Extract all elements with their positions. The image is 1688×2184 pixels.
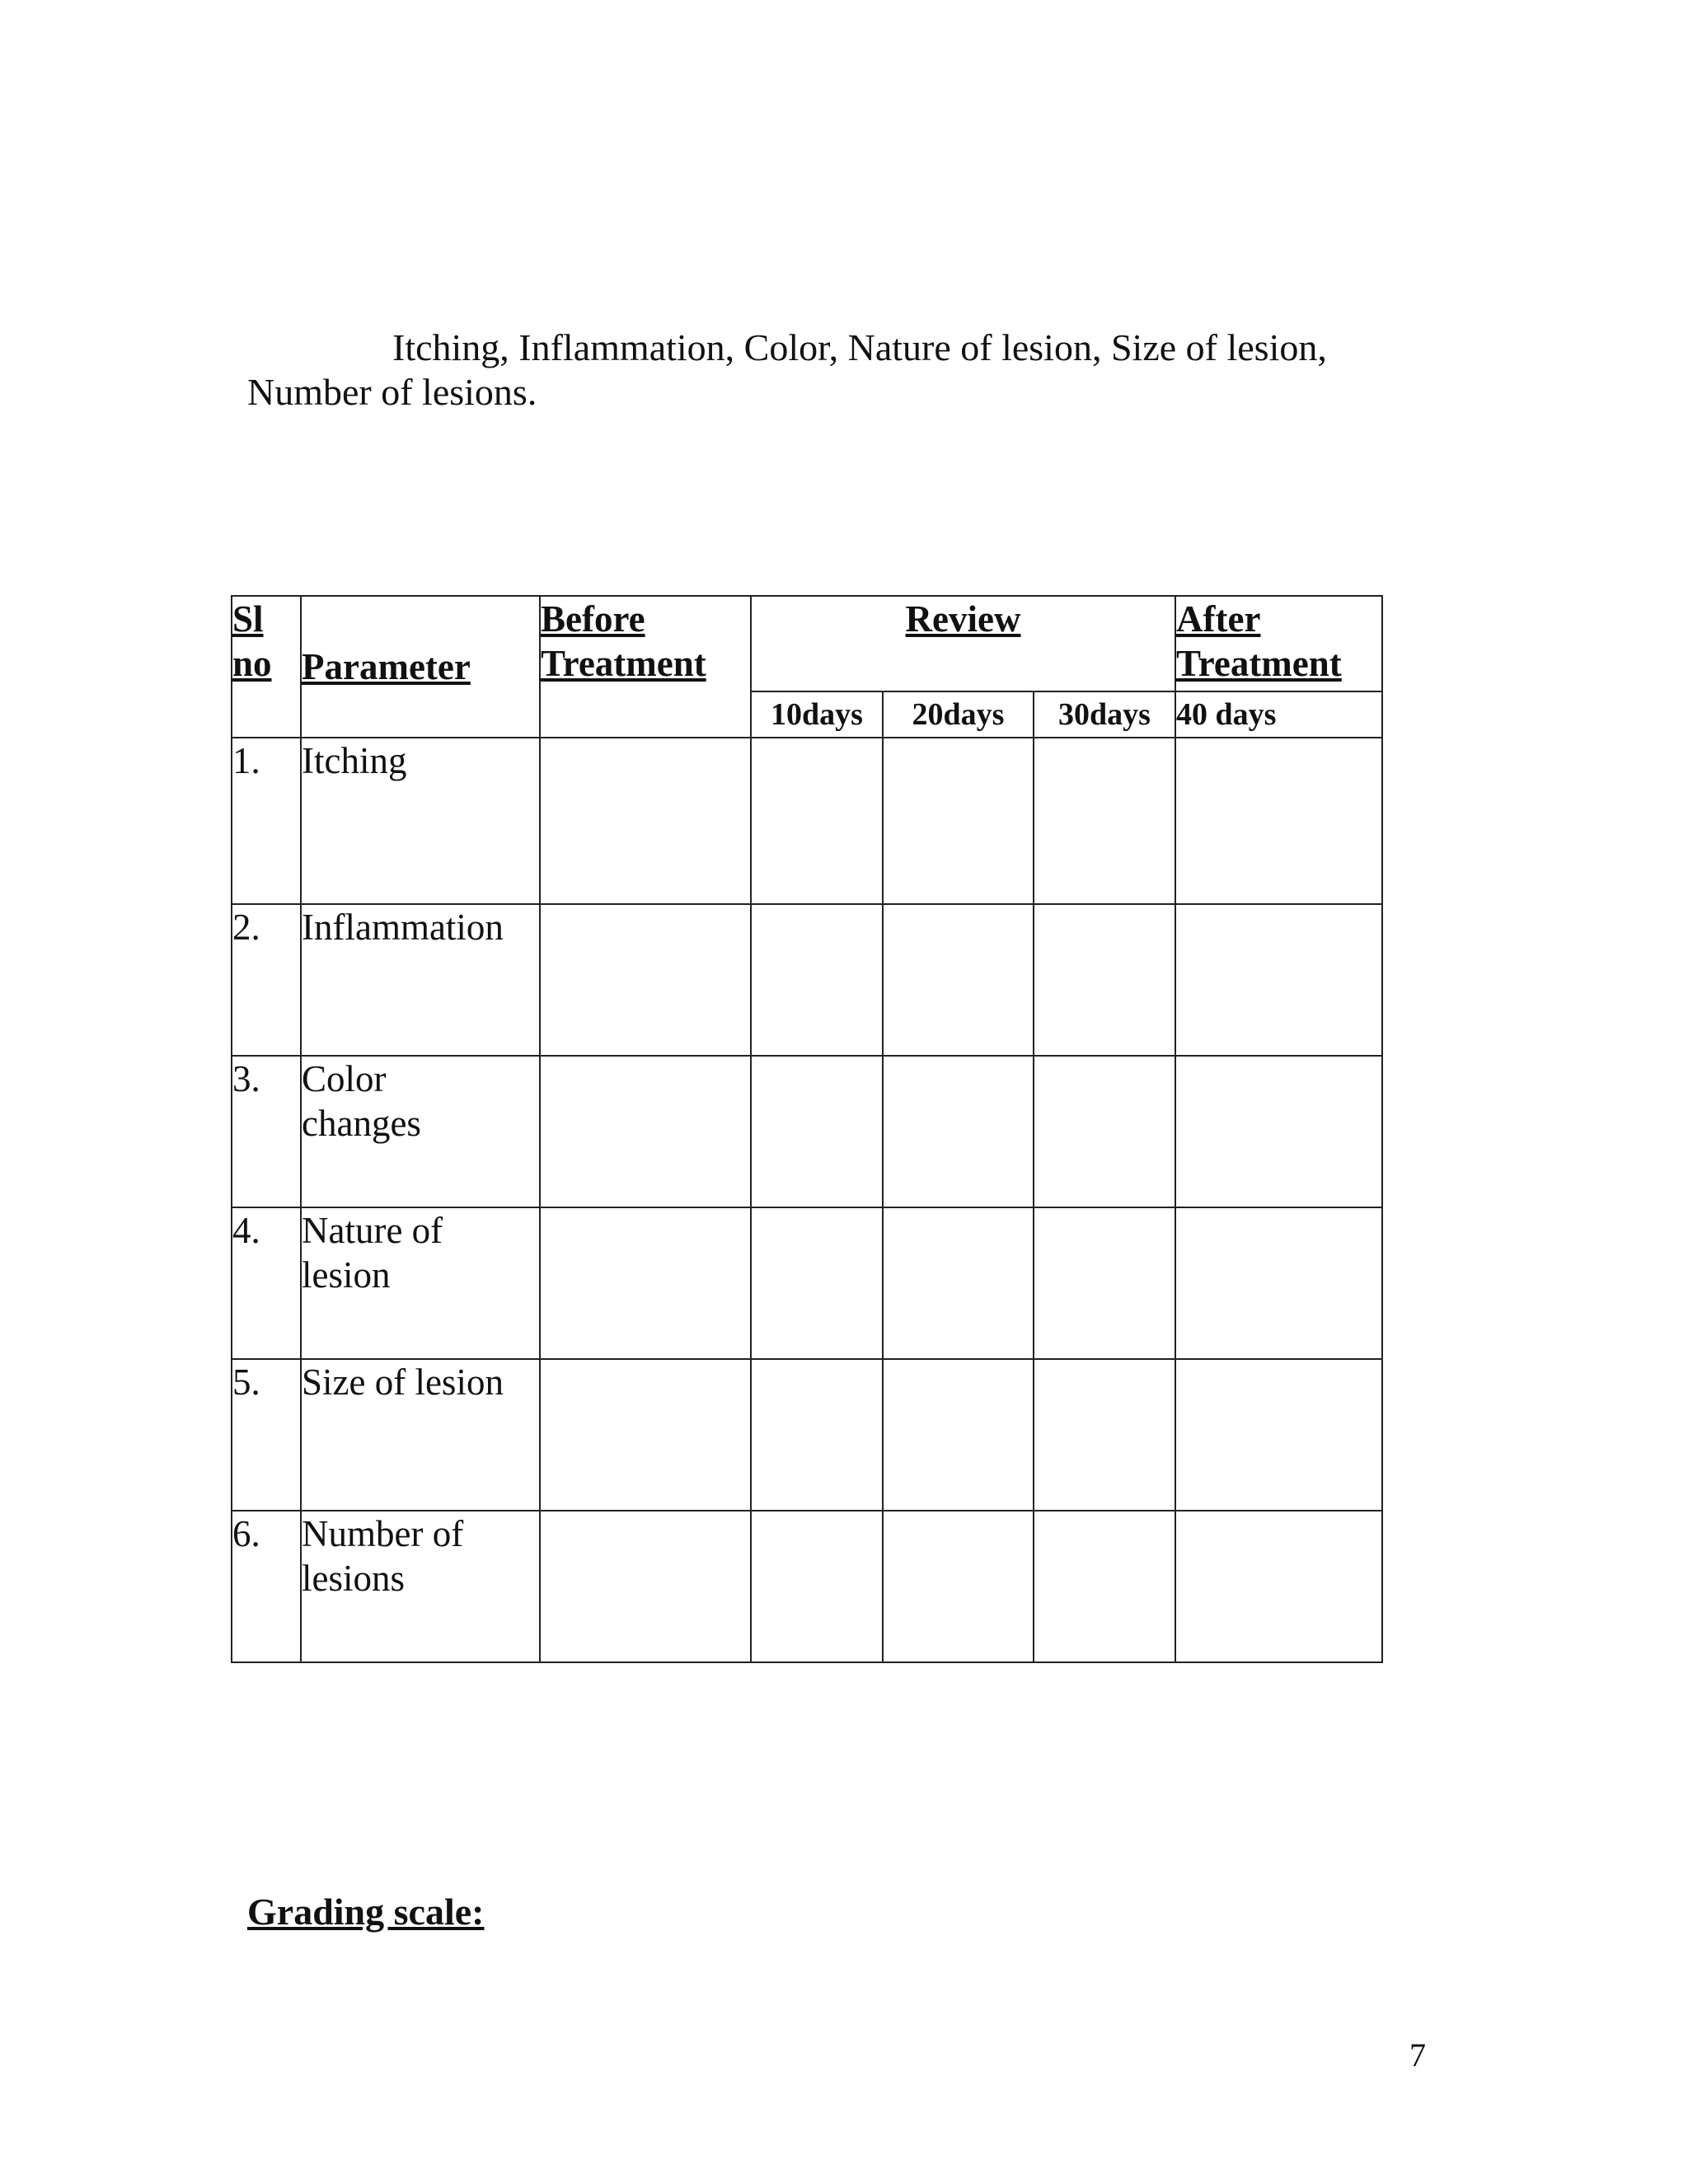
header-parameter: [301, 596, 540, 738]
review-30days-cell[interactable]: [1034, 1511, 1175, 1662]
row-parameter-line1: Nature of: [302, 1210, 443, 1251]
row-parameter: Inflammation: [302, 907, 504, 948]
intro-line-2: Number of lesions.: [247, 371, 537, 413]
header-before-line2: Treatment: [541, 643, 706, 684]
row-parameter: Size of lesion: [302, 1361, 504, 1403]
row-parameter-cell: [301, 904, 540, 1056]
after-treatment-cell[interactable]: [1175, 1056, 1382, 1207]
row-parameter-line2: lesion: [302, 1254, 391, 1296]
header-row: [232, 596, 1382, 691]
row-parameter-line1: Color: [302, 1058, 387, 1099]
row-sl: 6.: [232, 1513, 260, 1554]
header-before-line1: Before: [541, 598, 645, 640]
header-review-label: Review: [905, 598, 1021, 640]
before-treatment-cell[interactable]: [540, 738, 751, 904]
after-treatment-cell[interactable]: [1175, 738, 1382, 904]
table-row: [232, 904, 1382, 1056]
intro-line-1: Itching, Inflammation, Color, Nature of lesion, Size of lesion,: [392, 326, 1327, 368]
before-treatment-cell[interactable]: [540, 1056, 751, 1207]
review-30days-cell[interactable]: [1034, 1359, 1175, 1511]
table-row: [232, 1207, 1382, 1359]
row-parameter-cell: [301, 1511, 540, 1662]
header-after-line1: After: [1176, 598, 1261, 640]
after-treatment-cell[interactable]: [1175, 1511, 1382, 1662]
header-before-treatment: [540, 596, 751, 738]
subheader-10days-label: 10days: [771, 697, 863, 732]
assessment-table: [231, 595, 1383, 1663]
row-sl-cell: [232, 1207, 301, 1359]
header-after-treatment: [1175, 596, 1382, 691]
row-parameter-cell: [301, 1359, 540, 1511]
subheader-40days: [1175, 691, 1382, 738]
review-10days-cell[interactable]: [751, 1056, 883, 1207]
review-20days-cell[interactable]: [883, 1359, 1034, 1511]
after-treatment-cell[interactable]: [1175, 904, 1382, 1056]
review-10days-cell[interactable]: [751, 904, 883, 1056]
row-parameter-line2: changes: [302, 1103, 421, 1144]
header-sl-line1: Sl: [232, 598, 264, 640]
review-10days-cell[interactable]: [751, 1511, 883, 1662]
row-sl-cell: [232, 738, 301, 904]
review-20days-cell[interactable]: [883, 1207, 1034, 1359]
before-treatment-cell[interactable]: [540, 1207, 751, 1359]
review-30days-cell[interactable]: [1034, 1207, 1175, 1359]
row-sl: 4.: [232, 1210, 260, 1251]
review-30days-cell[interactable]: [1034, 738, 1175, 904]
subheader-30days: [1034, 691, 1175, 738]
after-treatment-cell[interactable]: [1175, 1359, 1382, 1511]
row-sl-cell: [232, 1056, 301, 1207]
row-parameter-cell: [301, 1207, 540, 1359]
row-parameter-cell: [301, 738, 540, 904]
header-parameter-label: Parameter: [302, 646, 471, 687]
review-30days-cell[interactable]: [1034, 1056, 1175, 1207]
review-30days-cell[interactable]: [1034, 904, 1175, 1056]
review-10days-cell[interactable]: [751, 1207, 883, 1359]
row-sl: 2.: [232, 907, 260, 948]
row-sl: 1.: [232, 740, 260, 781]
subheader-30days-label: 30days: [1058, 697, 1151, 732]
row-parameter-line2: lesions: [302, 1558, 406, 1599]
row-sl-cell: [232, 1359, 301, 1511]
subheader-40days-label: 40 days: [1176, 697, 1277, 732]
review-20days-cell[interactable]: [883, 1511, 1034, 1662]
review-20days-cell[interactable]: [883, 1056, 1034, 1207]
row-sl-cell: [232, 1511, 301, 1662]
row-parameter-cell: [301, 1056, 540, 1207]
before-treatment-cell[interactable]: [540, 904, 751, 1056]
subheader-20days: [883, 691, 1034, 738]
row-sl-cell: [232, 904, 301, 1056]
review-20days-cell[interactable]: [883, 904, 1034, 1056]
header-after-line2: Treatment: [1176, 643, 1342, 684]
header-sl-no: [232, 596, 301, 738]
page-number: 7: [1409, 2036, 1426, 2074]
review-10days-cell[interactable]: [751, 738, 883, 904]
row-sl: 3.: [232, 1058, 260, 1099]
review-20days-cell[interactable]: [883, 738, 1034, 904]
header-sl-line2: no: [232, 643, 272, 684]
after-treatment-cell[interactable]: [1175, 1207, 1382, 1359]
before-treatment-cell[interactable]: [540, 1359, 751, 1511]
subheader-20days-label: 20days: [912, 697, 1005, 732]
before-treatment-cell[interactable]: [540, 1511, 751, 1662]
table-row: [232, 738, 1382, 904]
review-10days-cell[interactable]: [751, 1359, 883, 1511]
row-parameter: Itching: [302, 740, 407, 781]
row-sl: 5.: [232, 1361, 260, 1403]
grading-scale-heading: Grading scale:: [247, 1891, 485, 1933]
row-parameter-line1: Number of: [302, 1513, 464, 1554]
intro-paragraph: [247, 326, 1484, 415]
header-review: [751, 596, 1175, 691]
subheader-10days: [751, 691, 883, 738]
table-row: [232, 1511, 1382, 1662]
table-row: [232, 1056, 1382, 1207]
table-row: [232, 1359, 1382, 1511]
